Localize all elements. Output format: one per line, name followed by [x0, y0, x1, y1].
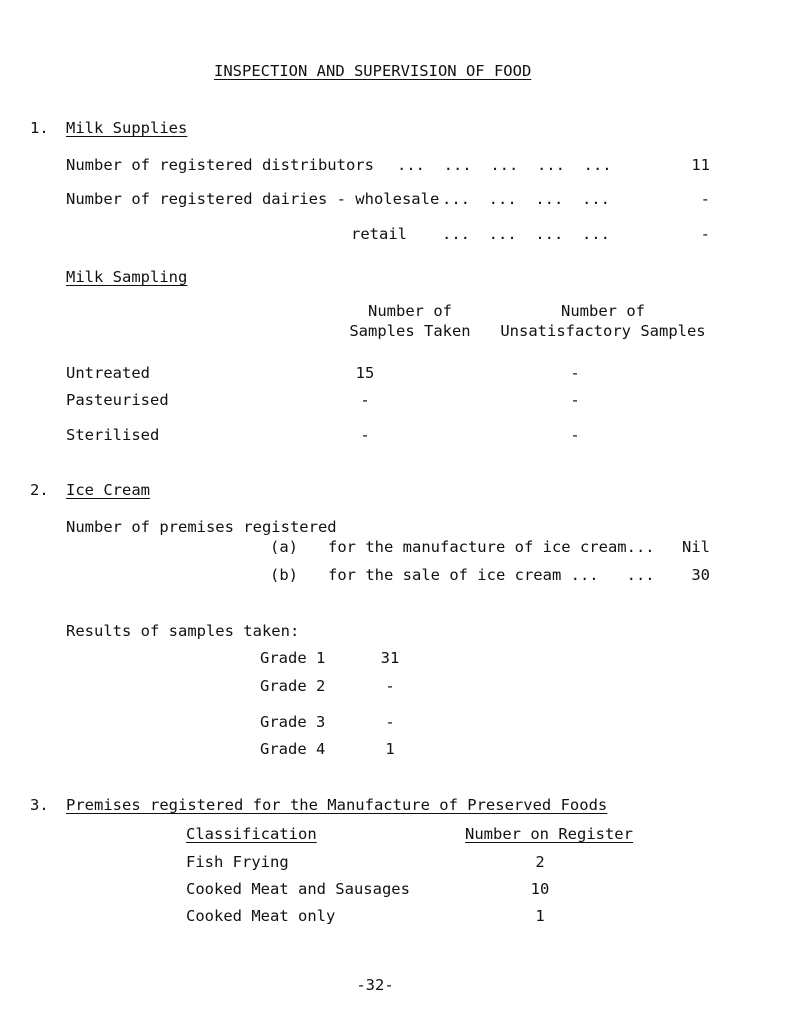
- retail-label: retail: [351, 225, 407, 243]
- page-number: -32-: [356, 976, 394, 994]
- section-1-number: 1.: [30, 119, 49, 137]
- results-label: Results of samples taken:: [66, 622, 300, 640]
- distributors-dots: ... ... ... ... ...: [397, 156, 612, 174]
- grade-label: Grade 3: [260, 713, 326, 731]
- preserved-row-number: 10: [530, 880, 550, 898]
- grade-label: Grade 1: [260, 649, 326, 667]
- page-title: INSPECTION AND SUPERVISION OF FOOD: [214, 62, 532, 80]
- retail-value: -: [700, 225, 710, 243]
- sampling-row-label: Untreated: [66, 364, 150, 382]
- section-2-number: 2.: [30, 481, 49, 499]
- grade-label: Grade 4: [260, 740, 326, 758]
- grade-value: 1: [385, 740, 395, 758]
- col-unsatisfactory-line2: Unsatisfactory Samples: [500, 322, 706, 340]
- distributors-value: 11: [691, 156, 710, 174]
- distributors-label: Number of registered distributors: [66, 156, 374, 174]
- dairies-label: Number of registered dairies - wholesale: [66, 190, 440, 208]
- sampling-row-taken: -: [360, 391, 370, 409]
- preserved-row-number: 1: [535, 907, 545, 925]
- grade-value: -: [385, 713, 395, 731]
- item-b-text: for the sale of ice cream ... ...: [328, 566, 655, 584]
- col-samples-taken-line1: Number of: [368, 302, 452, 320]
- col-classification: Classification: [186, 825, 317, 843]
- grade-value: 31: [380, 649, 400, 667]
- grade-label: Grade 2: [260, 677, 326, 695]
- sampling-row-unsatisfactory: -: [570, 426, 580, 444]
- grade-value: -: [385, 677, 395, 695]
- item-a-text: for the manufacture of ice cream...: [328, 538, 655, 556]
- item-b-label: (b): [270, 566, 298, 584]
- item-a-label: (a): [270, 538, 298, 556]
- section-1-heading: Milk Supplies: [66, 119, 188, 137]
- retail-dots: ... ... ... ...: [442, 225, 610, 243]
- preserved-row-classification: Cooked Meat only: [186, 907, 336, 925]
- col-unsatisfactory-line1: Number of: [561, 302, 645, 320]
- premises-label: Number of premises registered: [66, 518, 337, 536]
- sampling-row-unsatisfactory: -: [570, 364, 580, 382]
- section-2-heading: Ice Cream: [66, 481, 150, 499]
- item-b-value: 30: [691, 566, 710, 584]
- item-a-value: Nil: [682, 538, 710, 556]
- preserved-row-classification: Fish Frying: [186, 853, 289, 871]
- milk-sampling-heading: Milk Sampling: [66, 268, 188, 286]
- sampling-row-label: Pasteurised: [66, 391, 169, 409]
- col-number-on-register: Number on Register: [465, 825, 633, 843]
- dairies-value: -: [700, 190, 710, 208]
- preserved-row-classification: Cooked Meat and Sausages: [186, 880, 410, 898]
- section-3-heading: Premises registered for the Manufacture of Preserved Foods: [66, 796, 608, 814]
- col-samples-taken-line2: Samples Taken: [349, 322, 471, 340]
- sampling-row-unsatisfactory: -: [570, 391, 580, 409]
- sampling-row-taken: -: [360, 426, 370, 444]
- sampling-row-label: Sterilised: [66, 426, 160, 444]
- section-3-number: 3.: [30, 796, 49, 814]
- dairies-dots: ... ... ... ...: [442, 190, 610, 208]
- preserved-row-number: 2: [535, 853, 545, 871]
- sampling-row-taken: 15: [355, 364, 375, 382]
